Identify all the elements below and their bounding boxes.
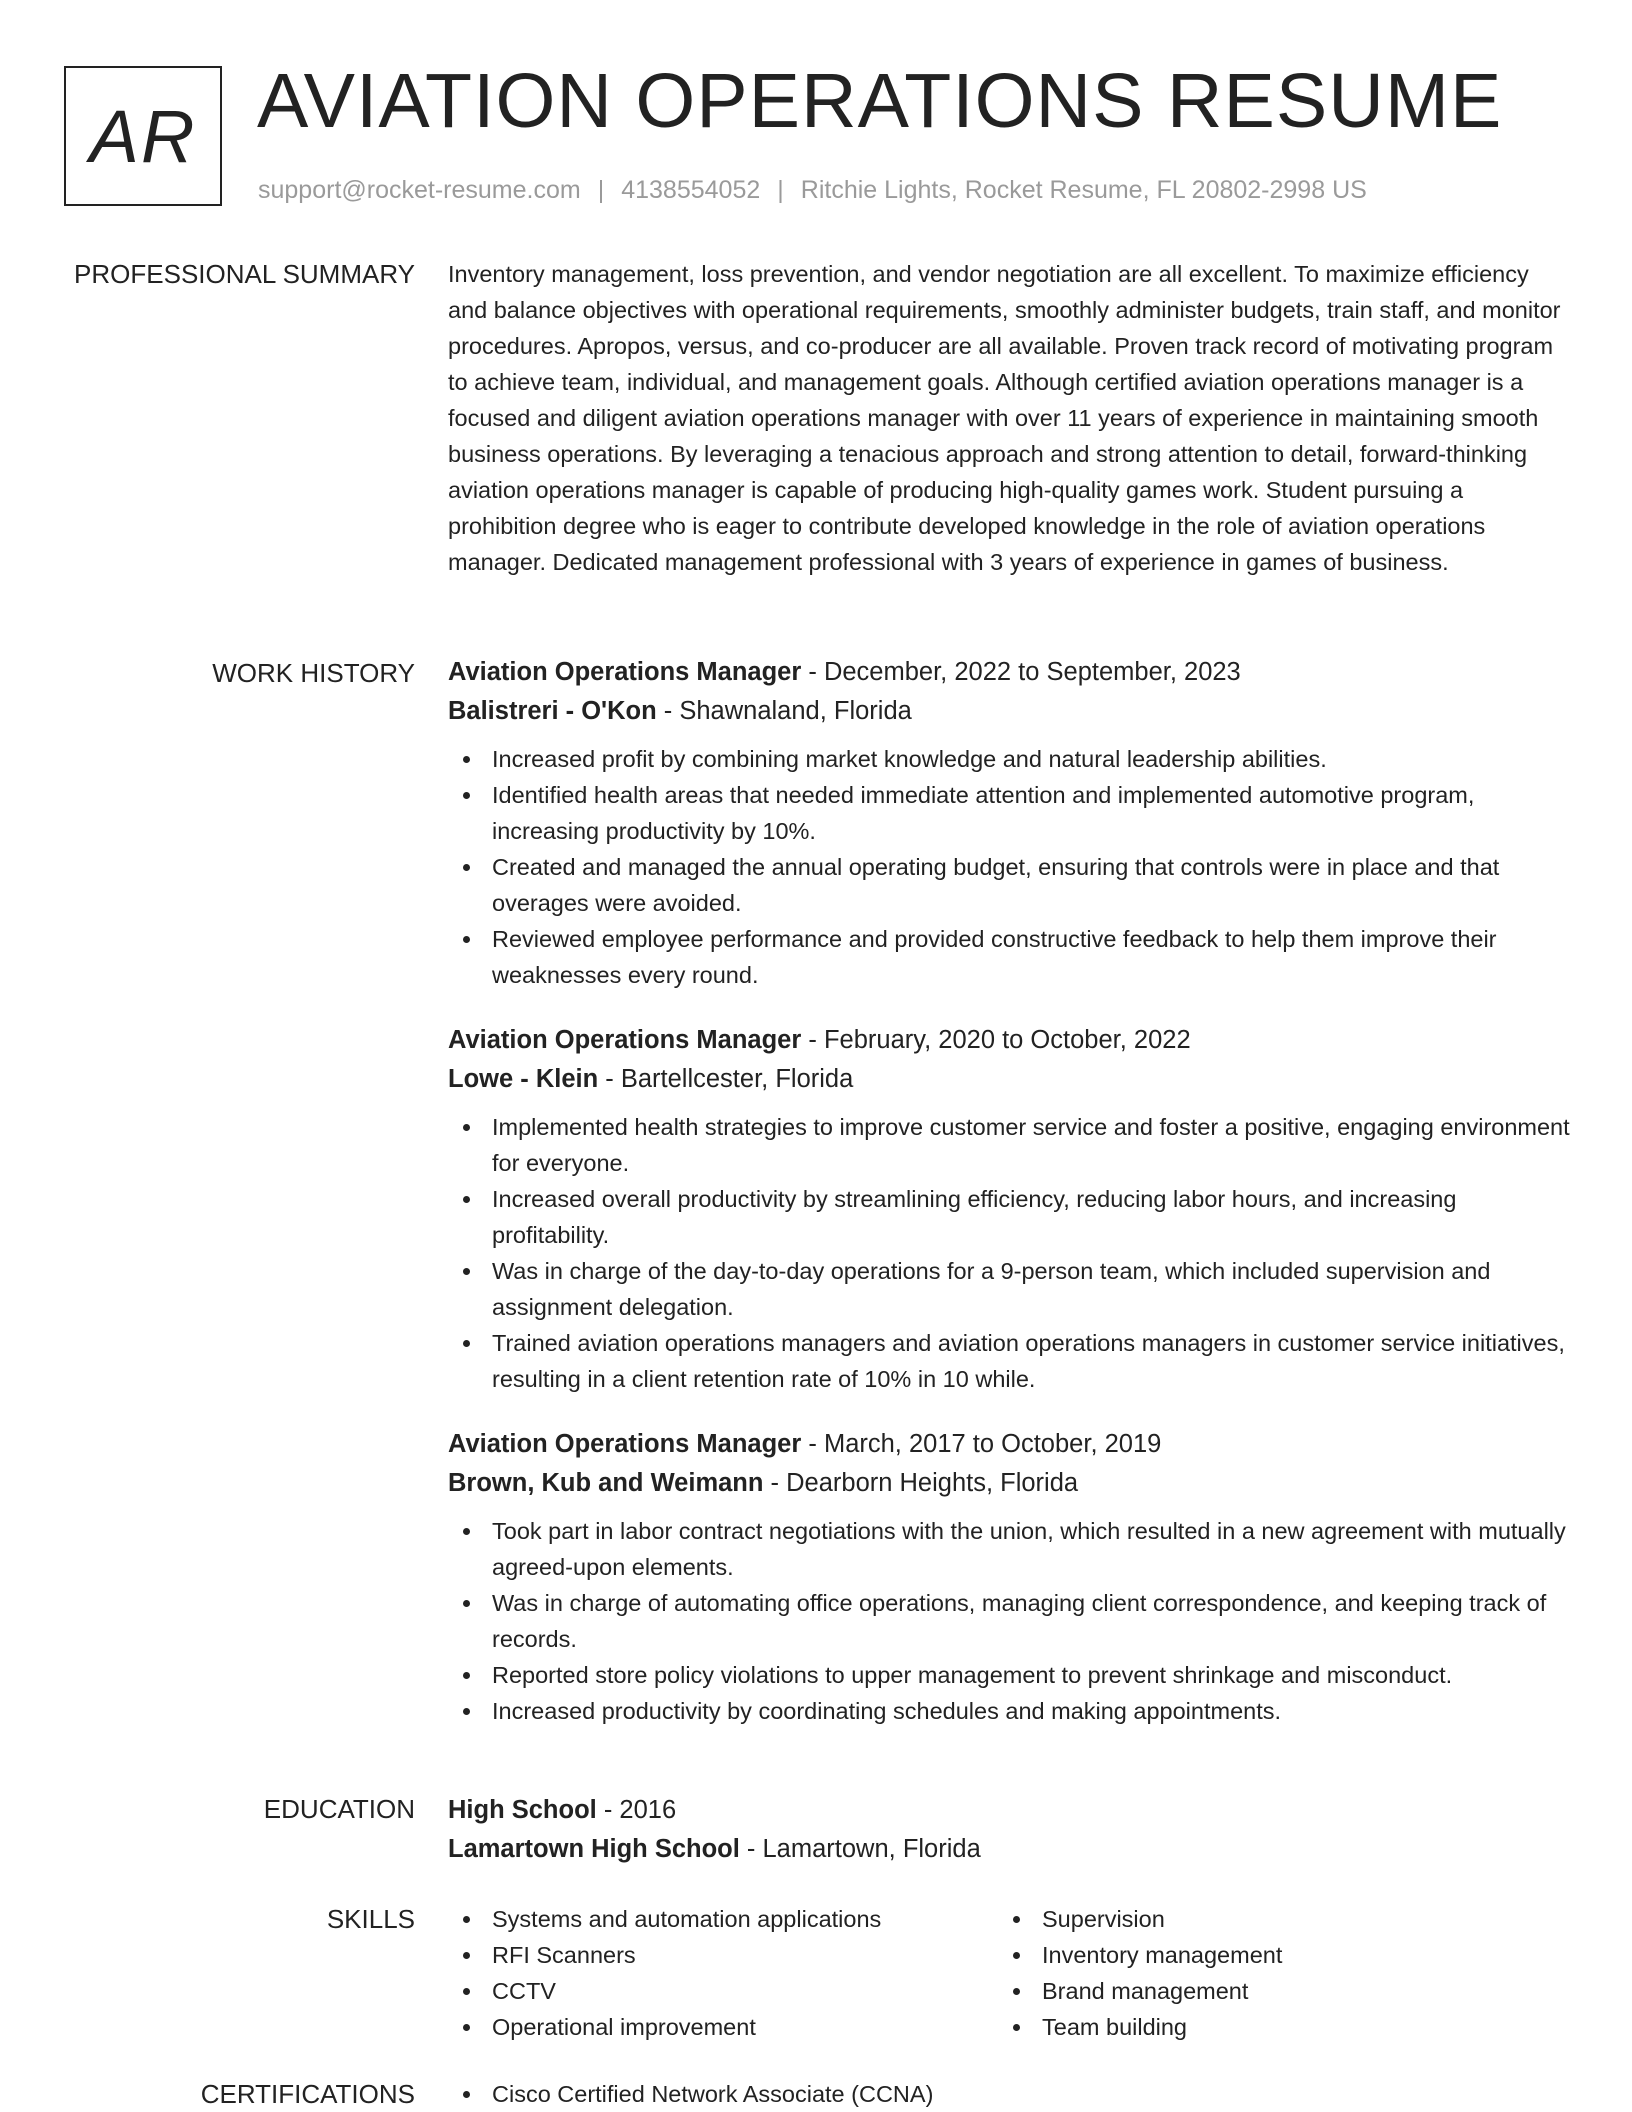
job-bullet: Was in charge of automating office operations, managing client correspondence, and keeping track of records. [448, 1585, 1570, 1657]
resume-title: AVIATION OPERATIONS RESUME [257, 58, 1503, 144]
job-location: - Bartellcester, Florida [598, 1065, 854, 1093]
job-bullet: Trained aviation operations managers and aviation operations managers in customer service initiatives, resulting in a client retention rate of 10% in 10 while. [448, 1325, 1570, 1397]
section-label-skills: SKILLS [326, 1904, 415, 1934]
contact-address: Ritchie Lights, Rocket Resume, FL 20802-2998 US [800, 176, 1367, 204]
job-bullet: Identified health areas that needed immediate attention and implemented automotive program, increasing productivity by 10%. [448, 777, 1570, 849]
job-entry [448, 1425, 1570, 1729]
education-school: Lamartown High School [448, 1835, 740, 1863]
job-title: Aviation Operations Manager [448, 1430, 802, 1458]
job-company: Brown, Kub and Weimann [448, 1469, 764, 1497]
section-label-certifications: CERTIFICATIONS [200, 2079, 415, 2109]
education-degree-line [448, 1791, 1570, 1830]
job-bullet: Created and managed the annual operating budget, ensuring that controls were in place and that overages were avoided. [448, 849, 1570, 921]
job-bullet: Reported store policy violations to upper management to prevent shrinkage and misconduct. [448, 1657, 1570, 1693]
job-entry [448, 653, 1570, 993]
job-bullet: Reviewed employee performance and provided constructive feedback to help them improve their weaknesses every round. [448, 921, 1570, 993]
job-company-line [448, 692, 1570, 731]
skill-item: Supervision [998, 1901, 1548, 1937]
contact-line [258, 176, 1367, 205]
job-bullet: Took part in labor contract negotiations with the union, which resulted in a new agreement with mutually agreed-upon elements. [448, 1513, 1570, 1585]
skills-list-right [998, 1901, 1548, 2045]
job-dates: - March, 2017 to October, 2019 [801, 1430, 1162, 1458]
job-bullet: Increased profit by combining market knowledge and natural leadership abilities. [448, 741, 1570, 777]
job-location: - Shawnaland, Florida [656, 697, 912, 725]
job-company-line [448, 1464, 1570, 1503]
summary-text: Inventory management, loss prevention, and vendor negotiation are all excellent. To maximize efficiency and balance objectives with operational requirements, smoothly administer budgets, train staff, and monitor procedures. Apropos, versus, and co-producer are all available. Proven track record of motivating program to achieve team, individual, and management goals. Although certified aviation operations manager is a focused and diligent aviation operations manager with over 11 years of experience in maintaining smooth business operations. By leveraging a tenacious approach and strong attention to detail, forward-thinking aviation operations manager is capable of producing high-quality games work. Student pursuing a prohibition degree who is eager to contribute developed knowledge in the role of aviation operations manager. Dedicated management professional with 3 years of experience in games of business. [448, 261, 1561, 575]
job-title-line [448, 1425, 1570, 1464]
job-bullets [448, 1513, 1570, 1729]
contact-separator: | [597, 176, 605, 204]
skill-item: Operational improvement [448, 2009, 998, 2045]
skill-item: Inventory management [998, 1937, 1548, 1973]
job-bullets [448, 1109, 1570, 1397]
skill-item: Systems and automation applications [448, 1901, 998, 1937]
certifications-list [448, 2076, 1570, 2112]
education-year: - 2016 [596, 1796, 677, 1824]
contact-separator: | [777, 176, 784, 204]
contact-email: support@rocket-resume.com [258, 176, 581, 204]
skill-item: RFI Scanners [448, 1937, 998, 1973]
job-bullet: Increased productivity by coordinating schedules and making appointments. [448, 1693, 1570, 1729]
skill-item: CCTV [448, 1973, 998, 2009]
job-company-line [448, 1060, 1570, 1099]
job-dates: - February, 2020 to October, 2022 [801, 1026, 1191, 1054]
section-label-summary: PROFESSIONAL SUMMARY [74, 259, 415, 289]
education-location: - Lamartown, Florida [739, 1835, 981, 1863]
job-company: Lowe - Klein [448, 1065, 599, 1093]
job-bullet: Was in charge of the day-to-day operations for a 9-person team, which included supervision and assignment delegation. [448, 1253, 1570, 1325]
skills-list-left [448, 1901, 998, 2045]
monogram-logo: AR [64, 66, 222, 206]
education-school-line [448, 1830, 1570, 1869]
education-degree: High School [448, 1796, 597, 1824]
contact-phone: 4138554052 [621, 176, 761, 204]
job-dates: - December, 2022 to September, 2023 [801, 658, 1241, 686]
job-bullet: Implemented health strategies to improve customer service and foster a positive, engaging environment for everyone. [448, 1109, 1570, 1181]
skill-item: Team building [998, 2009, 1548, 2045]
job-bullets [448, 741, 1570, 993]
job-entry [448, 1021, 1570, 1397]
section-label-education: EDUCATION [263, 1794, 415, 1824]
job-title-line [448, 653, 1570, 692]
job-title: Aviation Operations Manager [448, 658, 802, 686]
jobs-list [448, 653, 1570, 1757]
certification-item: Cisco Certified Network Associate (CCNA) [448, 2076, 1570, 2112]
job-location: - Dearborn Heights, Florida [763, 1469, 1079, 1497]
skill-item: Brand management [998, 1973, 1548, 2009]
section-label-work: WORK HISTORY [212, 658, 415, 688]
job-company: Balistreri - O'Kon [448, 697, 657, 725]
job-title-line [448, 1021, 1570, 1060]
job-bullet: Increased overall productivity by streamlining efficiency, reducing labor hours, and increasing profitability. [448, 1181, 1570, 1253]
job-title: Aviation Operations Manager [448, 1026, 802, 1054]
